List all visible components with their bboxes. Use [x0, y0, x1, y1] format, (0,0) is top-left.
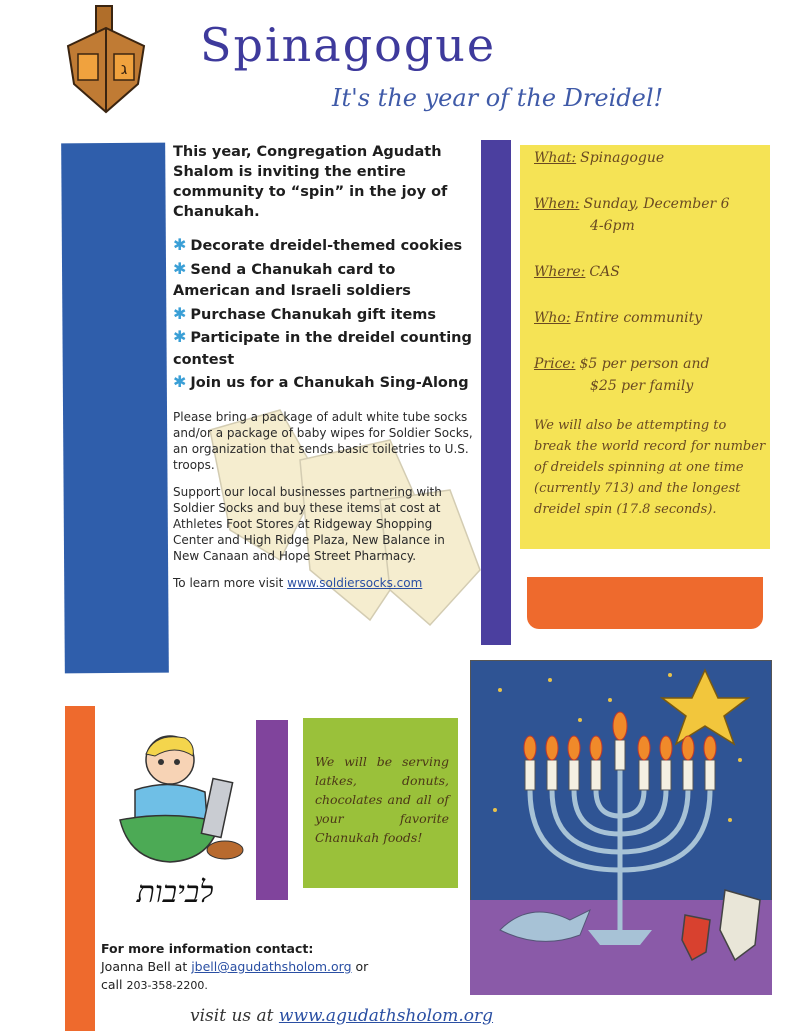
contact-line — [101, 958, 421, 976]
website-link[interactable]: www.agudathsholom.org — [278, 1006, 494, 1026]
dreidel-letter: ג — [120, 59, 128, 78]
latke-cook-illustration — [115, 730, 255, 910]
activity-label: Decorate dreidel-themed cookies — [190, 238, 463, 254]
activity-item — [173, 258, 473, 303]
asterisk-icon: ✱ — [173, 372, 187, 391]
when-value: Sunday, December 6 — [583, 196, 730, 212]
support-paragraph: Support our local businesses partnering with Soldier Socks and buy these items at cost at Athletes Foot Stores at Ridgeway Shopping Center and High Ridge Plaza, New Balance in New Canaan and Hope Street Pharmacy. — [173, 484, 445, 563]
intro-text: This year, Congregation Agudath Shalom is inviting the entire community to “spin” in the joy of Chanukah. — [173, 144, 448, 220]
what-value: Spinagogue — [580, 150, 665, 166]
who-label: Who: — [534, 310, 571, 326]
asterisk-icon: ✱ — [173, 327, 187, 346]
page-subtitle: It's the year of the Dreidel! — [332, 84, 664, 112]
contact-info — [101, 940, 421, 995]
footer-visit-text: visit us at — [190, 1006, 274, 1026]
event-details — [534, 147, 766, 520]
main-content — [173, 142, 473, 602]
learn-more-text: To learn more visit — [173, 575, 284, 590]
price-value: $5 per person and — [579, 356, 710, 372]
purple-decor-bar-small — [256, 720, 288, 900]
contact-call: call — [101, 977, 123, 992]
activity-item — [173, 234, 473, 258]
world-record-note: We will also be attempting to break the world record for number of dreidels spinning at one time (currently 713) and the longest dreidel spin (17.8 seconds). — [534, 418, 766, 517]
event-when — [534, 193, 766, 237]
menorah-illustration — [470, 660, 772, 995]
activity-label: Participate in the dreidel counting contest — [173, 330, 472, 368]
activity-item — [173, 371, 473, 395]
when-time: 4-6pm — [590, 218, 635, 234]
contact-phone: 203-358-2200. — [126, 979, 208, 992]
activity-label: Join us for a Chanukah Sing-Along — [190, 375, 469, 391]
orange-scallop-decor — [527, 577, 763, 629]
price-value-family: $25 per family — [590, 378, 694, 394]
event-what — [534, 147, 766, 169]
contact-heading: For more information contact: — [101, 941, 314, 956]
activity-label: Purchase Chanukah gift items — [190, 306, 437, 323]
activity-item — [173, 303, 473, 327]
contact-email-link[interactable]: jbell@agudathsholom.org — [191, 959, 352, 974]
socks-paragraph: Please bring a package of adult white tube socks and/or a package of baby wipes for Soldier Socks, an organization that sends basic toiletries to U.S. troops. — [173, 409, 473, 472]
asterisk-icon: ✱ — [173, 303, 187, 323]
contact-or: or — [355, 959, 369, 974]
activity-list — [173, 234, 473, 395]
where-value: CAS — [589, 264, 620, 280]
orange-decor-bar — [65, 706, 95, 1031]
event-price — [534, 353, 766, 397]
asterisk-icon: ✱ — [173, 258, 187, 278]
contact-name: Joanna Bell at — [101, 959, 188, 974]
asterisk-icon: ✱ — [173, 235, 187, 254]
price-label: Price: — [534, 356, 576, 372]
page-title: Spinagogue — [200, 18, 497, 72]
dreidel-icon — [62, 4, 150, 116]
latkes-hebrew-caption: לביבות — [136, 875, 214, 910]
food-note: We will be serving latkes, donuts, chocolates and all of your favorite Chanukah foods! — [315, 754, 449, 845]
event-where — [534, 261, 766, 283]
soldier-socks-link[interactable]: www.soldiersocks.com — [287, 575, 423, 590]
who-value: Entire community — [574, 310, 703, 326]
learn-more-line — [173, 575, 473, 591]
contact-phone-line — [101, 976, 421, 995]
what-label: What: — [534, 150, 577, 166]
where-label: Where: — [534, 264, 586, 280]
activity-label: Send a Chanukah card to American and Israeli soldiers — [173, 261, 411, 299]
footer — [190, 1006, 493, 1026]
blue-decor-bar — [61, 143, 169, 674]
activity-item — [173, 326, 473, 371]
when-label: When: — [534, 196, 580, 212]
event-who — [534, 307, 766, 329]
